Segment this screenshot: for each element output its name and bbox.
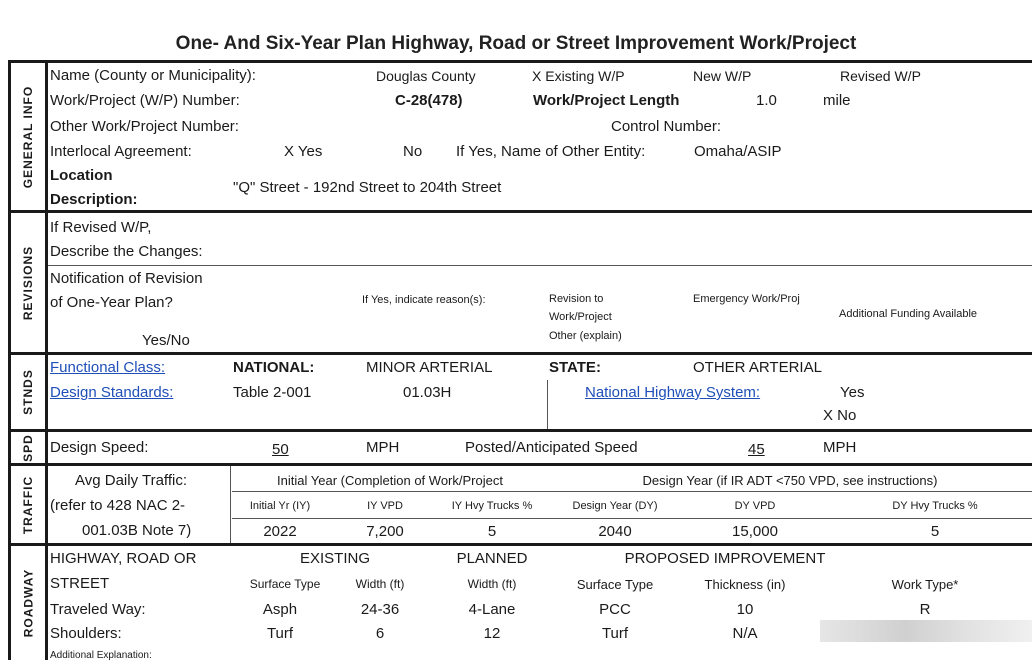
revised-label-2: Describe the Changes: bbox=[50, 243, 203, 260]
other-entity-value[interactable]: Omaha/ASIP bbox=[694, 143, 782, 160]
iy-value[interactable]: 2022 bbox=[263, 523, 297, 540]
design-section-value[interactable]: 01.03H bbox=[403, 384, 452, 401]
col-design-year: Design Year (DY) bbox=[572, 500, 658, 512]
location-value[interactable]: "Q" Street - 192nd Street to 204th Street bbox=[233, 179, 502, 196]
section-traffic: TRAFFIC bbox=[21, 475, 36, 534]
other-wp-label: Other Work/Project Number: bbox=[50, 118, 239, 135]
traffic-col-line bbox=[232, 518, 1032, 519]
section-roadway: ROADWAY bbox=[21, 568, 36, 638]
national-value[interactable]: MINOR ARTERIAL bbox=[366, 359, 493, 376]
col-initial-yr: Initial Yr (IY) bbox=[249, 500, 311, 512]
col-surface-type: Surface Type bbox=[249, 577, 321, 591]
col-planned-width: Width (ft) bbox=[467, 577, 517, 591]
emergency-option[interactable]: Emergency Work/Proj bbox=[693, 293, 800, 305]
page-title: One- And Six-Year Plan Highway, Road or Street Improvement Work/Project bbox=[175, 33, 857, 54]
other-entity-label: If Yes, Name of Other Entity: bbox=[456, 143, 646, 160]
col-dy-vpd: DY VPD bbox=[734, 500, 776, 512]
divider-stnds bbox=[8, 352, 1032, 355]
posted-speed-value[interactable]: 45 bbox=[748, 441, 765, 458]
traveled-work-type[interactable]: R bbox=[919, 601, 931, 618]
design-year-header: Design Year (if IR ADT <750 VPD, see instructions) bbox=[642, 473, 938, 488]
revision-to-option-2[interactable]: Work/Project bbox=[549, 311, 612, 323]
additional-funding-option[interactable]: Additional Funding Available bbox=[839, 308, 978, 320]
divider-roadway bbox=[8, 543, 1032, 546]
nhs-divider bbox=[547, 380, 548, 429]
additional-explanation-label: Additional Explanation: bbox=[50, 650, 152, 661]
revision-to-option-1[interactable]: Revision to bbox=[549, 293, 604, 305]
design-speed-label: Design Speed: bbox=[50, 439, 149, 456]
nac-label-1: (refer to 428 NAC 2- bbox=[50, 497, 186, 514]
traveled-thickness[interactable]: 10 bbox=[736, 601, 754, 618]
other-explain-option[interactable]: Other (explain) bbox=[549, 330, 622, 342]
iy-vpd-value[interactable]: 7,200 bbox=[366, 523, 404, 540]
interlocal-no[interactable]: No bbox=[403, 143, 423, 160]
initial-year-header: Initial Year (Completion of Work/Project bbox=[277, 473, 503, 488]
dy-vpd-value[interactable]: 15,000 bbox=[732, 523, 778, 540]
dy-hvy-trucks-value[interactable]: 5 bbox=[930, 523, 940, 540]
section-revisions: REVISIONS bbox=[21, 245, 36, 320]
section-spd: SPD bbox=[21, 433, 35, 462]
shoulders-label: Shoulders: bbox=[50, 625, 122, 642]
nac-label-2: 001.03B Note 7) bbox=[82, 522, 192, 539]
dy-value[interactable]: 2040 bbox=[598, 523, 632, 540]
name-value[interactable]: Douglas County bbox=[376, 68, 476, 84]
posted-speed-label: Posted/Anticipated Speed bbox=[465, 439, 638, 456]
interlocal-label: Interlocal Agreement: bbox=[50, 143, 192, 160]
functional-class-link[interactable]: Functional Class: bbox=[50, 359, 166, 376]
existing-wp-option[interactable]: X Existing W/P bbox=[532, 68, 625, 84]
existing-header: EXISTING bbox=[299, 550, 370, 567]
roadway-label-1: HIGHWAY, ROAD OR bbox=[50, 550, 197, 567]
wp-length-unit: mile bbox=[823, 92, 851, 109]
planned-header: PLANNED bbox=[456, 550, 528, 567]
control-number-label: Control Number: bbox=[611, 118, 722, 135]
location-label-1: Location bbox=[50, 167, 113, 184]
nhs-yes[interactable]: Yes bbox=[840, 384, 865, 401]
traffic-col-divider bbox=[230, 466, 231, 543]
mph-label-1: MPH bbox=[366, 439, 400, 456]
shoulders-width[interactable]: 6 bbox=[375, 625, 385, 642]
traveled-surface[interactable]: Asph bbox=[262, 601, 298, 618]
reason-label: If Yes, indicate reason(s): bbox=[362, 294, 486, 306]
divider-traffic bbox=[8, 463, 1032, 466]
divider-revisions bbox=[8, 210, 1032, 213]
mph-label-2: MPH bbox=[823, 439, 857, 456]
name-label: Name (County or Municipality): bbox=[50, 67, 256, 84]
nhs-no[interactable]: X No bbox=[823, 407, 857, 424]
traffic-header-line bbox=[232, 491, 1032, 492]
shaded-cell bbox=[820, 620, 1032, 642]
traveled-way-label: Traveled Way: bbox=[50, 601, 146, 618]
location-label-2: Description: bbox=[50, 191, 138, 208]
state-label: STATE: bbox=[549, 359, 601, 376]
wp-number-label: Work/Project (W/P) Number: bbox=[50, 92, 240, 109]
roadway-label-2: STREET bbox=[50, 575, 110, 592]
col-work-type: Work Type* bbox=[891, 577, 959, 592]
state-value[interactable]: OTHER ARTERIAL bbox=[693, 359, 822, 376]
divider-notification bbox=[48, 265, 1032, 266]
proposed-header: PROPOSED IMPROVEMENT bbox=[624, 550, 826, 567]
col-iy-hvy-trucks: IY Hvy Trucks % bbox=[451, 500, 533, 512]
notification-label-1: Notification of Revision bbox=[50, 270, 203, 287]
col-iy-vpd: IY VPD bbox=[367, 500, 403, 512]
col-prop-surface: Surface Type bbox=[576, 577, 654, 592]
design-speed-value[interactable]: 50 bbox=[272, 441, 289, 458]
iy-hvy-trucks-value[interactable]: 5 bbox=[487, 523, 497, 540]
divider-spd bbox=[8, 429, 1032, 432]
col-thickness: Thickness (in) bbox=[704, 577, 786, 592]
design-table-value[interactable]: Table 2-001 bbox=[233, 384, 312, 401]
nhs-link[interactable]: National Highway System: bbox=[585, 384, 761, 401]
yes-no-field[interactable]: Yes/No bbox=[142, 332, 190, 349]
shoulders-thickness[interactable]: N/A bbox=[732, 625, 758, 642]
adt-label: Avg Daily Traffic: bbox=[75, 472, 187, 489]
wp-length-value[interactable]: 1.0 bbox=[756, 92, 777, 109]
traveled-width[interactable]: 24-36 bbox=[360, 601, 400, 618]
wp-length-label: Work/Project Length bbox=[533, 92, 680, 109]
traveled-prop-surface[interactable]: PCC bbox=[599, 601, 631, 618]
interlocal-yes[interactable]: X Yes bbox=[284, 143, 323, 160]
design-standards-link[interactable]: Design Standards: bbox=[50, 384, 174, 401]
col-dy-hvy-trucks: DY Hvy Trucks % bbox=[892, 500, 978, 512]
revised-label-1: If Revised W/P, bbox=[50, 219, 152, 236]
col-width: Width (ft) bbox=[355, 577, 405, 591]
national-label: NATIONAL: bbox=[233, 359, 315, 376]
traveled-planned-width[interactable]: 4-Lane bbox=[468, 601, 516, 618]
new-wp-option[interactable]: New W/P bbox=[693, 68, 752, 84]
section-general-info: GENERAL INFO bbox=[21, 85, 36, 188]
shoulders-planned-width[interactable]: 12 bbox=[483, 625, 501, 642]
section-stnds: STNDS bbox=[21, 369, 36, 415]
shoulders-prop-surface[interactable]: Turf bbox=[601, 625, 629, 642]
notification-label-2: of One-Year Plan? bbox=[50, 294, 173, 311]
revised-wp-option[interactable]: Revised W/P bbox=[840, 68, 921, 84]
frame-top bbox=[8, 60, 1032, 63]
wp-number-value[interactable]: C-28(478) bbox=[395, 92, 463, 109]
shoulders-surface[interactable]: Turf bbox=[266, 625, 294, 642]
